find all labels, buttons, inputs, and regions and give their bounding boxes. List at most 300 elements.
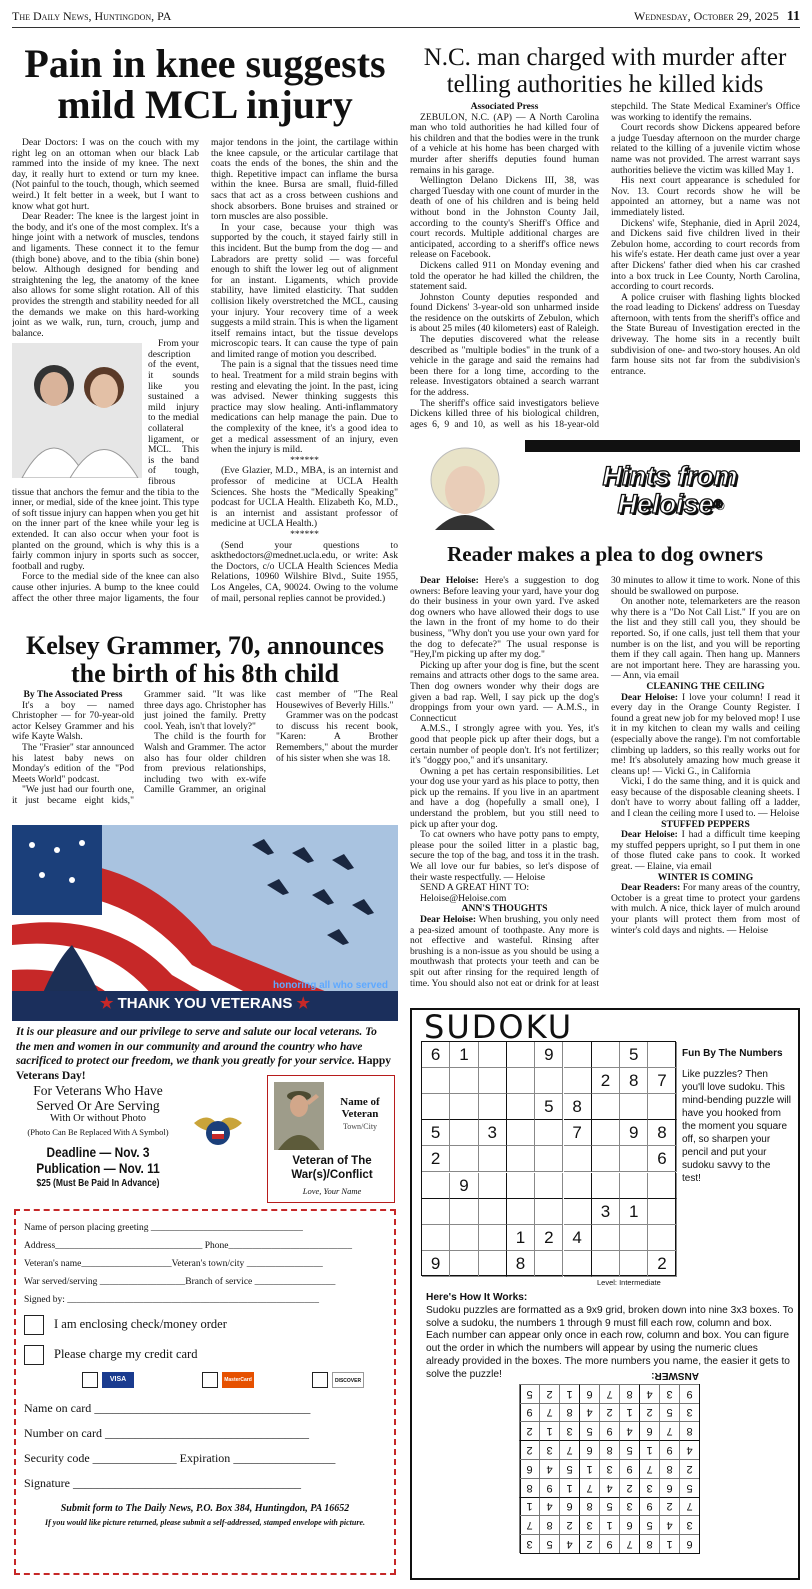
answer-label: ANSWER: xyxy=(651,1370,699,1381)
sudoku-cell[interactable] xyxy=(422,1173,450,1199)
paragraph: Vicki, I do the same thing, and it is quick and easy because of the disposable cleaning sheets. I don't have to worry about falling off a ladder, and I clean the ceiling more I used to. — Heloise xyxy=(611,776,800,820)
answer-cell: 3 xyxy=(599,1459,619,1478)
sudoku-cell[interactable] xyxy=(422,1094,450,1120)
answer-cell: 1 xyxy=(559,1384,579,1403)
sudoku-cell[interactable] xyxy=(535,1251,563,1277)
answer-cell: 3 xyxy=(619,1497,639,1516)
sudoku-cell[interactable] xyxy=(479,1094,507,1120)
byline: Associated Press xyxy=(470,101,539,112)
answer-cell: 4 xyxy=(619,1421,639,1440)
sudoku-cell[interactable] xyxy=(450,1199,478,1225)
sudoku-cell[interactable] xyxy=(648,1225,676,1251)
sudoku-cell[interactable]: 2 xyxy=(422,1146,450,1172)
sudoku-cell[interactable] xyxy=(592,1146,620,1172)
sample-box xyxy=(267,1075,395,1203)
answer-cell: 5 xyxy=(639,1515,659,1534)
form-field-cardnumber[interactable]: Number on card __________________________________ xyxy=(24,1426,309,1440)
banner-line: Heloise xyxy=(617,489,714,519)
paragraph: His next court appearance is scheduled for Nov. 13. Court records show he will be appointed an attorney, but a name was not immediately listed. xyxy=(611,175,800,218)
separator: ****** xyxy=(290,528,319,540)
heloise-banner xyxy=(410,440,800,530)
answer-cell: 7 xyxy=(599,1384,619,1403)
label: Branch of service xyxy=(185,1277,253,1287)
answer-cell: 2 xyxy=(679,1459,699,1478)
answer-cell: 9 xyxy=(679,1384,699,1403)
salutation: Dear Heloise: xyxy=(420,575,479,586)
kelsey-headline: Kelsey Grammer, 70, announces the birth of his 8th child xyxy=(26,632,384,688)
sudoku-cell[interactable] xyxy=(450,1251,478,1277)
sudoku-cell[interactable] xyxy=(535,1120,563,1146)
sudoku-cell[interactable]: 6 xyxy=(648,1146,676,1172)
return-note: If you would like picture returned, please submit a self-addressed, stamped envelope with picture. xyxy=(45,1518,365,1527)
paragraph: The "Frasier" star announced his latest baby news on Monday's edition of the "Pod Meets World" podcast. xyxy=(12,741,134,785)
byline: By The Associated Press xyxy=(23,689,123,700)
sudoku-cell[interactable] xyxy=(592,1120,620,1146)
paragraph: A.M.S., I strongly agree with you. Yes, it's good that people pick up after their dogs, but a certain number of people don't. It's not fertilizer; it's "doggy poo," and it's unsanitary. xyxy=(410,723,599,767)
paragraph: SEND A GREAT HINT TO: xyxy=(420,882,530,894)
sudoku-cell[interactable] xyxy=(507,1068,535,1094)
answer-cell: 8 xyxy=(619,1384,639,1403)
answer-cell: 3 xyxy=(539,1440,559,1459)
serving-text xyxy=(12,1083,184,1191)
sudoku-cell[interactable] xyxy=(535,1199,563,1225)
paragraph: Dickens called 911 on Monday evening and told the operator he had killed the children, the statement said. xyxy=(410,259,599,293)
answer-cell: 8 xyxy=(579,1497,599,1516)
sudoku-cell[interactable]: 6 xyxy=(422,1042,450,1068)
answer-cell: 4 xyxy=(639,1384,659,1403)
answer-cell: 1 xyxy=(559,1478,579,1497)
sudoku-cell[interactable] xyxy=(450,1094,478,1120)
kelsey-article xyxy=(12,632,398,814)
form-field-security[interactable]: Security code ______________ Expiration _________________ xyxy=(24,1451,336,1465)
sudoku-cell[interactable] xyxy=(592,1094,620,1120)
answer-cell: 2 xyxy=(519,1421,539,1440)
answer-cell: 5 xyxy=(619,1440,639,1459)
sudoku-cell[interactable] xyxy=(564,1199,592,1225)
answer-cell: 9 xyxy=(639,1497,659,1516)
sudoku-cell[interactable] xyxy=(564,1042,592,1068)
answer-cell: 5 xyxy=(579,1421,599,1440)
label: Address xyxy=(24,1241,56,1251)
label: Name of person placing greeting xyxy=(24,1223,149,1233)
answer-cell: 3 xyxy=(579,1515,599,1534)
sudoku-cell[interactable] xyxy=(507,1173,535,1199)
sudoku-cell[interactable] xyxy=(507,1199,535,1225)
form-field-signature[interactable]: Signature ______________________________________ xyxy=(24,1476,301,1490)
label: Name on card xyxy=(24,1401,92,1415)
label: Veteran's town/city xyxy=(171,1259,245,1269)
answer-cell: 2 xyxy=(579,1534,599,1553)
form-field-veteran[interactable]: Veteran's name___________________Veteran's town/city ________________ xyxy=(24,1259,323,1269)
sudoku-cell[interactable] xyxy=(535,1146,563,1172)
photo-note: With Or without Photo xyxy=(49,1113,147,1124)
sudoku-cell[interactable] xyxy=(648,1199,676,1225)
sudoku-cell[interactable] xyxy=(479,1199,507,1225)
nc-headline: N.C. man charged with murder after telling authorities he killed kids xyxy=(423,44,787,98)
how-title: Here's How It Works: xyxy=(426,1292,528,1303)
sudoku-cell[interactable]: 8 xyxy=(564,1094,592,1120)
answer-cell: 8 xyxy=(599,1440,619,1459)
form-field-cardname[interactable]: Name on card ____________________________________ xyxy=(24,1401,311,1415)
answer-cell: 1 xyxy=(579,1459,599,1478)
sidebar-body: Like puzzles? Then you'll love sudoku. This mind-bending puzzle will have you hooked from the moment you square off, so sharpen your pencil and put your sudoku savvy to the test! xyxy=(682,1069,791,1184)
label: War served/serving xyxy=(24,1277,98,1287)
answer-cell: 1 xyxy=(619,1403,639,1422)
sudoku-cell[interactable] xyxy=(450,1146,478,1172)
paragraph: (Eve Glazier, M.D., MBA, is an internist and professor of medicine at UCLA Health Sciences. She hosts the "Medically Speaking" podcast for UCLA Health. Elizabeth Ko, M.D., is an internist and assistant professor of medicine at UCLA Health.) xyxy=(211,465,398,530)
card-types xyxy=(82,1371,386,1389)
serving-line: Served Or Are Serving xyxy=(36,1098,160,1113)
credit-option[interactable] xyxy=(24,1345,386,1365)
paragraph: ZEBULON, N.C. (AP) — A North Carolina man who told authorities he had killed four of his children and that the bodies were in the trunk of a vehicle at his home has been charged with murder after sheriffs deputies found human remains in his garage. xyxy=(410,111,599,176)
answer-cell: 8 xyxy=(559,1403,579,1422)
sudoku-cell[interactable]: 2 xyxy=(592,1068,620,1094)
answer-cell: 1 xyxy=(599,1515,619,1534)
answer-cell: 1 xyxy=(639,1440,659,1459)
paragraph: Dear Reader: The knee is the largest joint in the body, and it's one of the most complex. It's a hinge joint with a network of muscles, tendons and ligaments. These connect it to the femur (thigh bone) above, and to the tibia (shin bone) below. Although designed for bending and straightening the leg, the anatomy of the knee also allows for some slight rotation. All of this provides the strength and stability needed for all the demands we make on this hard-working joint as we walk, run, turn, crouch, jump and balance. xyxy=(12,211,199,339)
soldier-photo xyxy=(274,1082,324,1150)
visa-icon: VISA xyxy=(102,1372,134,1388)
how-body: Sudoku puzzles are formatted as a 9x9 grid, broken down into nine 3x3 boxes. To solve a sudoku, the numbers 1 through 9 must fill each row, column and box. Each number can appear only once in each row, column and box. You can figure out the order in which the numbers will appear by using the numeric clues already provided in the boxes. The more numbers you name, the easier it gets to solve the puzzle! xyxy=(426,1304,794,1380)
honoring-text: honoring all who served xyxy=(272,980,388,991)
answer-cell: 3 xyxy=(679,1515,699,1534)
answer-cell: 6 xyxy=(519,1459,539,1478)
answer-cell: 8 xyxy=(679,1421,699,1440)
answer-cell: 7 xyxy=(619,1534,639,1553)
sudoku-cell[interactable]: 1 xyxy=(507,1225,535,1251)
sudoku-cell[interactable] xyxy=(450,1225,478,1251)
sudoku-cell[interactable] xyxy=(564,1068,592,1094)
answer-cell: 3 xyxy=(559,1421,579,1440)
sudoku-cell[interactable]: 2 xyxy=(648,1251,676,1277)
answer-cell: 4 xyxy=(559,1534,579,1553)
sudoku-cell[interactable] xyxy=(479,1173,507,1199)
sample-love: Love, Your Name xyxy=(302,1186,362,1196)
paragraph: Dear Doctors: I was on the couch with my right leg on an ottoman when our black Lab rammed into the inside of my knee. The next day, it really hurt to extend or turn my knee. (Not painful to the touch, though, which seemed weird.) It felt better in a week, but I want to know what got hurt. xyxy=(12,137,199,212)
subhead: WINTER IS COMING xyxy=(657,871,754,883)
answer-cell: 2 xyxy=(599,1403,619,1422)
paragraph: I had a difficult time keeping my stuffed peppers upright, so I put them in one of those fluted cake pans to cook. It worked great. — Elaine, via email xyxy=(611,829,800,873)
subhead: STUFFED PEPPERS xyxy=(661,818,750,830)
paragraph: Court records show Dickens appeared before a judge Tuesday afternoon on the murder charge related to the killing of a juvenile victim whose name was not provided. The arrest warrant says authorities believe the victim was killed May 1. xyxy=(611,122,800,176)
answer-cell: 1 xyxy=(519,1497,539,1516)
sudoku-cell[interactable]: 5 xyxy=(620,1042,648,1068)
answer-cell: 5 xyxy=(659,1403,679,1422)
heloise-article xyxy=(410,542,800,997)
checkbox[interactable] xyxy=(24,1315,44,1335)
thank-you-text: ★ THANK YOU VETERANS ★ xyxy=(100,995,310,1012)
sudoku-cell[interactable] xyxy=(592,1225,620,1251)
answer-cell: 3 xyxy=(659,1384,679,1403)
paragraph: Dickens' wife, Stephanie, died in April 2024, and Dickens said five children lived in their Zebulon home, according to court records from his wife's estate. Her death came just over a year after Dickens' father died when his car crashed into a box truck in Lee County, North Carolina, according to court records. xyxy=(611,217,800,293)
answer-cell: 7 xyxy=(639,1459,659,1478)
paragraph: Johnston County deputies responded and found Dickens' 3-year-old son unharmed inside the residence on the outskirts of Zebulon, which is about 25 miles (40 kilometers) east of Raleigh. xyxy=(410,291,599,335)
sudoku-cell[interactable]: 8 xyxy=(507,1251,535,1277)
paragraph: (Send your questions to askthedoctors@mednet.ucla.edu, or write: Ask the Doctors, c/o UCLA Health Sciences Media Relations, 10960 Wilshire Blvd., Suite 1955, Los Angeles, CA, 90024. Owing to the volume of mail, personal replies cannot be provided.) xyxy=(211,539,398,604)
paragraph: From your description of the event, it sounds like you sustained a mild injury to the medial collateral ligament, or MCL. This is the band of tough, fibrous tissue that anchors the femur and the tibia to the inner, or medial, side of the knee joint. This type of soft tissue injury can happen when you get hit on the inner part of the knee while your leg is extended. It can also occur when your foot is planted on the ground, which is why this is a fairly common injury in sports such as soccer, football and rugby. xyxy=(12,338,199,572)
sudoku-cell[interactable]: 5 xyxy=(422,1120,450,1146)
subhead: CLEANING THE CEILING xyxy=(646,680,765,692)
label: Signature xyxy=(24,1476,70,1490)
sudoku-cell[interactable] xyxy=(564,1251,592,1277)
paragraph: Picking up after your dog is fine, but the scent remains and attracts other dogs to the same area. Then dog owners wonder why their dogs are given a bad rap. Well, I say pick up the dog's droppings from your own yard. — A.M.S., in Connecticut xyxy=(410,659,599,724)
heloise-title xyxy=(540,462,800,518)
answer-cell: 4 xyxy=(539,1497,559,1516)
answer-cell: 4 xyxy=(539,1459,559,1478)
sudoku-cell[interactable]: 9 xyxy=(620,1120,648,1146)
form-field-address[interactable]: Address_______________________________ Phone__________________________ xyxy=(24,1241,353,1251)
sudoku-grid xyxy=(421,1041,676,1276)
answer-cell: 2 xyxy=(559,1515,579,1534)
sudoku-cell[interactable] xyxy=(422,1225,450,1251)
mcl-article xyxy=(12,44,398,614)
paragraph: "We just had our fourth one, it just became eight kids," Grammer said. "It was like three days ago. Christopher has just joined the family. Pretty cool. Yeah, isn't that lovely?" xyxy=(12,689,266,806)
sudoku-cell[interactable] xyxy=(422,1199,450,1225)
answer-cell: 9 xyxy=(599,1421,619,1440)
sudoku-cell[interactable]: 8 xyxy=(620,1068,648,1094)
flag-banner xyxy=(12,825,398,1021)
sudoku-cell[interactable]: 2 xyxy=(535,1225,563,1251)
paragraph: The child is the fourth for Walsh and Grammer. The actor also has four older children from previous relationships, including two with ex-wife Camille Grammer, an original cast member of "The Real Housewives of Beverly Hills." xyxy=(144,689,398,796)
doctors-photo xyxy=(12,343,142,478)
sudoku-cell[interactable] xyxy=(479,1146,507,1172)
sudoku-cell[interactable]: 9 xyxy=(450,1173,478,1199)
paragraph: Wellington Delano Dickens III, 38, was charged Tuesday with one count of murder in the death of one of his children and is being held without bond in the Johnston County Jail, according to the county's Sheriff's Office and court records. Multiple additional charges are anticipated, according to a sheriff's office news release on Facebook. xyxy=(410,175,599,261)
sidebar-title: Fun By The Numbers xyxy=(682,1048,783,1059)
paragraph: The deputies discovered what the release described as "multiple bodies" in the trunk of a vehicle in the garage and said the remains had been there for a long time, according to the release. Investigators obtained a search warrant for the address. xyxy=(410,334,599,399)
heloise-headline: Reader makes a plea to dog owners xyxy=(447,542,763,566)
answer-cell: 2 xyxy=(639,1403,659,1422)
label: Expiration xyxy=(179,1451,231,1465)
answer-cell: 5 xyxy=(539,1534,559,1553)
answer-cell: 9 xyxy=(659,1440,679,1459)
paragraph: It's a boy — named Christopher — for 70-year-old actor Kelsey Grammer and his wife Kayte Walsh. xyxy=(12,699,134,743)
paragraph: On another note, telemarketers are the reason why there is a "Do Not Call List." If you are on the list and they still call you, they should be reported. So, if one calls, just tell them that your number is on the list, and you will be reporting them if they call again. Then hang up. Manners are not important here. They are harassing you. — Ann, via email xyxy=(611,596,800,682)
sudoku-cell[interactable] xyxy=(479,1042,507,1068)
sudoku-cell[interactable] xyxy=(648,1173,676,1199)
mastercard-checkbox[interactable] xyxy=(202,1372,218,1388)
sudoku-cell[interactable] xyxy=(592,1042,620,1068)
discover-icon: DISCOVER xyxy=(332,1372,364,1388)
answer-cell: 1 xyxy=(539,1421,559,1440)
paragraph: The pain is a signal that the tissues need time to heal. Treatment for a mild strain begins with resting and elevating the joint. In the past, icing was advised. Newer thinking suggests this practice may slow healing. Anti-inflammatory medications can help manage the pain. Due to the complexity of the knee, it's a good idea to get a medical assessment of an injury, even when the injury is mild. xyxy=(211,359,398,456)
answer-cell: 8 xyxy=(639,1534,659,1553)
answer-cell: 2 xyxy=(519,1440,539,1459)
sudoku-cell[interactable] xyxy=(479,1251,507,1277)
sudoku-sidebar xyxy=(682,1047,792,1185)
sudoku-answer xyxy=(520,1370,700,1554)
sudoku-cell[interactable] xyxy=(620,1225,648,1251)
publication-date: Publication — Nov. 11 xyxy=(36,1160,160,1176)
answer-cell: 9 xyxy=(539,1478,559,1497)
heloise-body xyxy=(410,576,800,991)
answer-cell: 5 xyxy=(599,1497,619,1516)
sudoku-cell[interactable] xyxy=(620,1251,648,1277)
sudoku-cell[interactable] xyxy=(507,1146,535,1172)
paragraph: Grammer was on the podcast to discuss his recent book, "Karen: A Brother Remembers," about the murder of his sister when she was 18. xyxy=(276,710,398,764)
answer-cell: 7 xyxy=(579,1478,599,1497)
sudoku-cell[interactable]: 7 xyxy=(564,1120,592,1146)
banner-line: Hints from xyxy=(602,461,738,491)
label: I am enclosing check/money order xyxy=(54,1316,227,1331)
thank-label: THANK YOU VETERANS xyxy=(117,995,293,1012)
kelsey-body xyxy=(12,690,398,810)
answer-cell: 6 xyxy=(579,1384,599,1403)
paragraph: When brushing, you only need a pea-sized amount of toothpaste. Any more is not effective and wasteful. Rinsing after brushing is a non-issue as you should be using a mouthwash that protects your teeth and can be spit out after rinsing for the required length of time. You should also not eat or drink for at least 30 minutes to allow it time to work. None of this should be swallowed on purpose. xyxy=(410,575,800,989)
sudoku-cell[interactable]: 9 xyxy=(422,1251,450,1277)
answer-cell: 7 xyxy=(659,1421,679,1440)
sudoku-how xyxy=(426,1292,794,1382)
answer-cell: 6 xyxy=(559,1497,579,1516)
intro-text: It is our pleasure and our privilege to serve and salute our local veterans. To the men and women in our community and around the country who have sacrificed to protect our freedom, we thank you greatly for your service. xyxy=(16,1026,377,1067)
sudoku-cell[interactable] xyxy=(620,1146,648,1172)
sudoku-cell[interactable] xyxy=(535,1068,563,1094)
serving-line: For Veterans Who Have xyxy=(33,1083,163,1098)
sudoku-cell[interactable]: 1 xyxy=(620,1199,648,1225)
sudoku-cell[interactable] xyxy=(507,1120,535,1146)
label: Signed by: xyxy=(24,1295,65,1305)
answer-cell: 2 xyxy=(539,1384,559,1403)
sudoku-cell[interactable] xyxy=(507,1042,535,1068)
paragraph: In your case, because your thigh was supported by the couch, it stayed fairly still in this incident. But the bump from the dog — and Labradors are pretty solid — was forceful enough to shift the lower leg out of alignment for an instant. Ligaments, which provide stability, have limited elasticity. That sudden collision likely overstretched the MCL, causing your injury. Your recovery time of a week suggests a mild strain. This is when the ligament itself remains intact, but the tissue develops microscopic tears. It can cause the type of pain and limited range of motion you described. xyxy=(211,221,398,360)
photo-note: (Photo Can Be Replaced With A Symbol) xyxy=(27,1127,169,1137)
mcl-headline: Pain in knee suggests mild MCL injury xyxy=(24,44,386,127)
answer-cell: 5 xyxy=(559,1459,579,1478)
eagle-emblem-icon xyxy=(192,1103,244,1155)
sudoku-cell[interactable]: 8 xyxy=(648,1120,676,1146)
paragraph: Force to the medial side of the knee can also cause other injuries. A bump to the knee could affect the other three major ligaments, the four major tendons in the joint, the cartilage within the knee capsule, or the articular cartilage that coats the ends of the bones, the shin and the thigh. Repetitive impact can inflame the bursa within the knee. Bursa are small, fluid-filled sacs that act as a cross between cushions and shock absorbers. Bone bruises and strained or torn muscles are also possible. xyxy=(12,137,398,604)
answer-cell: 5 xyxy=(679,1478,699,1497)
answer-cell: 3 xyxy=(519,1534,539,1553)
sample-town: Town/City xyxy=(342,1122,378,1131)
label: Security code xyxy=(24,1451,90,1465)
answer-cell: 2 xyxy=(619,1478,639,1497)
sample-name: Name of Veteran xyxy=(340,1096,380,1120)
answer-cell: 7 xyxy=(679,1497,699,1516)
mcl-body xyxy=(12,138,398,608)
answer-cell: 6 xyxy=(579,1440,599,1459)
sudoku-cell[interactable] xyxy=(620,1094,648,1120)
answer-cell: 8 xyxy=(539,1515,559,1534)
price: $25 (Must Be Paid In Advance) xyxy=(36,1178,160,1189)
paragraph: The sheriff's office said investigators believe Dickens killed three of his biological children, ages 6, 9 and 10, as well as his 18-year-old stepchild. The State Medical Examiner's Office was working to identify the remains. xyxy=(410,101,800,430)
salutation: Dear Heloise: xyxy=(621,691,679,703)
deadline: Deadline — Nov. 3 xyxy=(46,1144,150,1160)
checkbox[interactable] xyxy=(24,1345,44,1365)
answer-cell: 9 xyxy=(619,1459,639,1478)
sudoku-cell[interactable] xyxy=(648,1094,676,1120)
sudoku-cell[interactable] xyxy=(479,1225,507,1251)
sudoku-cell[interactable] xyxy=(535,1173,563,1199)
sudoku-cell[interactable]: 4 xyxy=(564,1225,592,1251)
sudoku-cell[interactable]: 1 xyxy=(450,1042,478,1068)
answer-cell: 4 xyxy=(679,1440,699,1459)
sudoku-cell[interactable] xyxy=(479,1068,507,1094)
answer-cell: 6 xyxy=(679,1534,699,1553)
page-header xyxy=(12,6,800,28)
form-field-name[interactable]: Name of person placing greeting ________________________________ xyxy=(24,1223,303,1233)
sudoku-cell[interactable]: 3 xyxy=(592,1199,620,1225)
answer-cell: 4 xyxy=(599,1478,619,1497)
sudoku-cell[interactable] xyxy=(422,1068,450,1094)
sudoku-cell[interactable]: 7 xyxy=(648,1068,676,1094)
answer-cell: 9 xyxy=(519,1403,539,1422)
form-field-signed[interactable]: Signed by: _____________________________________________________ xyxy=(24,1295,320,1305)
sudoku-cell[interactable] xyxy=(564,1146,592,1172)
answer-cell: 7 xyxy=(519,1515,539,1534)
heloise-portrait xyxy=(410,440,525,530)
sudoku-cell[interactable] xyxy=(564,1173,592,1199)
answer-cell: 5 xyxy=(519,1384,539,1403)
sudoku-cell[interactable]: 3 xyxy=(479,1120,507,1146)
form-field-war[interactable]: War served/serving __________________Branch of service _________________ xyxy=(24,1277,336,1287)
sudoku-cell[interactable] xyxy=(450,1120,478,1146)
mastercard-icon: MasterCard xyxy=(222,1372,254,1388)
label: Phone xyxy=(204,1241,229,1251)
veterans-ad xyxy=(12,825,398,1580)
answer-cell: 6 xyxy=(619,1515,639,1534)
label: Veteran's name xyxy=(24,1259,82,1269)
sudoku-title: SUDOKU xyxy=(424,1010,574,1044)
answer-cell: 6 xyxy=(659,1478,679,1497)
sudoku-cell[interactable] xyxy=(648,1042,676,1068)
separator: ****** xyxy=(290,454,319,466)
answer-cell: 4 xyxy=(659,1515,679,1534)
sudoku-cell[interactable] xyxy=(507,1094,535,1120)
discover-checkbox[interactable] xyxy=(312,1372,328,1388)
issue-date xyxy=(634,9,800,25)
answer-cell: 7 xyxy=(539,1403,559,1422)
sudoku-cell[interactable] xyxy=(592,1173,620,1199)
paragraph: Here's a suggestion to dog owners: Before leaving your yard, have your dog do their business in your own yard. I've asked dog owners who have allowed their dogs to use the lawn in the front of my home to do their business, "Why don't you use your own yard for the dog to defecate?" The usual response is "Hey,I'm picking up after my dog." xyxy=(410,575,599,661)
paragraph: A police cruiser with flashing lights blocked the road leading to Dickens' address on Tuesday afternoon, with tents from the sheriff's office and the State Bureau of Investigation erected in the driveway. The home sits in a recently built subdivision of one- and two-story houses. An old farm house sits not far from the subdivision's entrance. xyxy=(611,291,800,377)
submit-note: Submit form to The Daily News, P.O. Box 384, Huntingdon, PA 16652 xyxy=(60,1503,350,1514)
sample-war: Veteran of The War(s)/Conflict xyxy=(291,1155,373,1181)
date: Wednesday, October 29, 2025 xyxy=(633,9,779,23)
sudoku-cell[interactable] xyxy=(592,1251,620,1277)
paragraph: I love your column! I read it every day in the Orange County Register. I found a great new job for my beloved mop! I use it in my kitchen to clean my walls and ceiling (especially above the range). I'm not comfortable climbing up ladders, so this really works out for me! It's absolutely amazing how much grease it cleans up! — Vicki G., in California xyxy=(611,691,800,777)
registered-mark: ® xyxy=(713,497,723,511)
paragraph: Heloise@Heloise.com xyxy=(420,892,507,904)
subhead: ANN'S THOUGHTS xyxy=(461,903,548,915)
salutation: Dear Heloise: xyxy=(621,829,678,841)
paragraph: For many areas of the country, October is a great time to protect your gardens with mulch. A nice, thick layer of mulch around your plants will protect them from most of winter's cold days and nights. — Heloise xyxy=(611,882,800,936)
label: Number on card xyxy=(24,1426,102,1440)
sudoku-cell[interactable]: 5 xyxy=(535,1094,563,1120)
visa-checkbox[interactable] xyxy=(82,1372,98,1388)
sudoku-cell[interactable]: 9 xyxy=(535,1042,563,1068)
answer-cell: 8 xyxy=(659,1459,679,1478)
sudoku-cell[interactable] xyxy=(450,1068,478,1094)
nc-body xyxy=(410,102,800,432)
answer-cell: 1 xyxy=(659,1534,679,1553)
answer-cell: 2 xyxy=(659,1497,679,1516)
order-form xyxy=(14,1209,396,1575)
answer-cell: 3 xyxy=(679,1403,699,1422)
paragraph: Owning a pet has certain responsibilities. Let your dog use your yard as his place to potty, then pick up the remains. If you live in an apartment and have a dog (hopefully a small one), I understand the problem, but you still need to pick up after your dog. xyxy=(410,765,599,830)
label: Please charge my credit card xyxy=(54,1346,198,1361)
answer-cell: 3 xyxy=(639,1478,659,1497)
paper-name: The Daily News, Huntingdon, PA xyxy=(12,9,172,23)
answer-cell: 4 xyxy=(579,1403,599,1422)
sudoku-level: Level: Intermediate xyxy=(597,1278,661,1287)
answer-cell: 8 xyxy=(519,1478,539,1497)
happy-veterans: Happy Veterans Day! xyxy=(16,1055,392,1082)
sudoku-cell[interactable] xyxy=(620,1173,648,1199)
check-option[interactable] xyxy=(24,1315,386,1335)
paragraph: To cat owners who have potty pans to empty, please pour the soiled litter in a plastic bag, secure the top of the bag, and toss it in the trash. We all love our fur babies, so let's dispose of their waste respectfully. — Heloise xyxy=(410,829,599,883)
nc-article xyxy=(410,44,800,436)
